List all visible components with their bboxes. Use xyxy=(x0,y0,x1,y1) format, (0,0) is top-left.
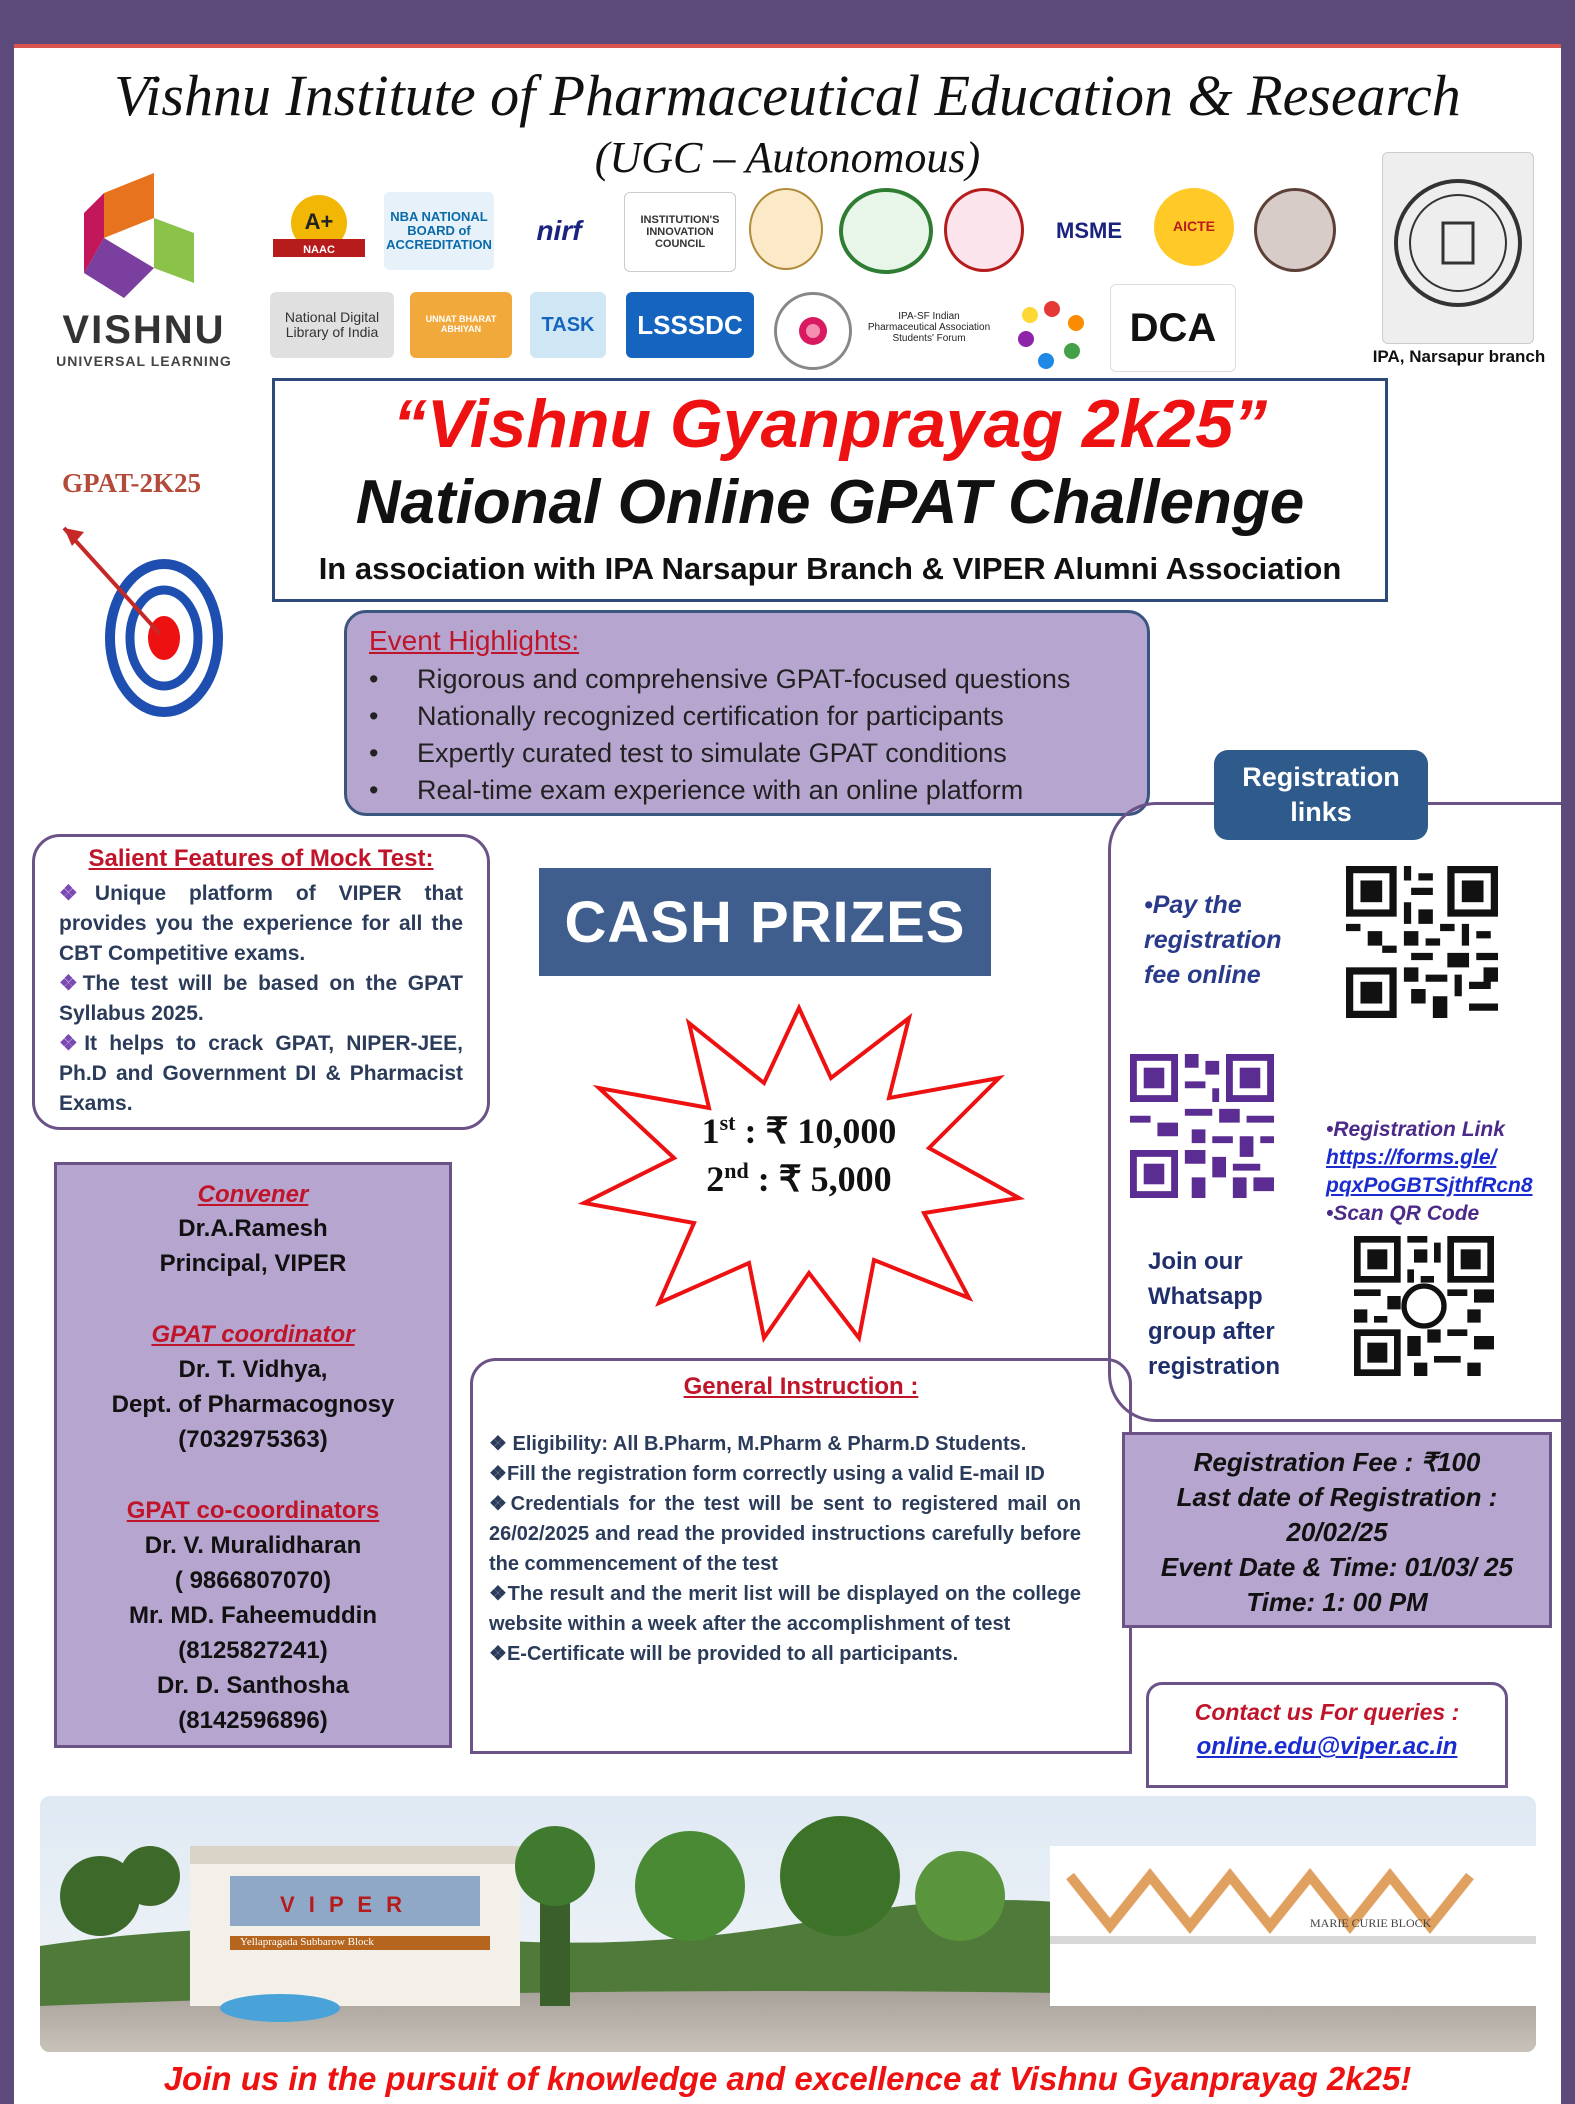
cocoordinator-name: Mr. MD. Faheemuddin xyxy=(128,1602,377,1629)
uba-badge: UNNAT BHARAT ABHIYAN xyxy=(410,292,512,358)
viper-sign: V I P E R xyxy=(280,1892,407,1917)
list-item: ❖It helps to crack GPAT, NIPER-JEE, Ph.D and Government DI & Pharmacist Exams. xyxy=(59,1032,464,1115)
nba-badge: NBA NATIONAL BOARD of ACCREDITATION xyxy=(384,192,494,270)
target-icon xyxy=(54,518,234,728)
registration-link-block xyxy=(1326,1116,1533,1228)
svg-text:A+: A+ xyxy=(304,209,334,234)
cocoordinator-name: Dr. D. Santhosha xyxy=(156,1672,350,1699)
registration-link-label: •Registration Link xyxy=(1326,1118,1505,1141)
list-item: ❖Credentials for the test will be sent to registered mail on 26/02/2025 and read the provided instructions carefully before the commencement of the test xyxy=(489,1493,1081,1575)
fee-amount: Registration Fee : ₹100 xyxy=(1193,1447,1481,1477)
last-date-label: Last date of Registration : xyxy=(1176,1482,1498,1512)
convener-role: Principal, VIPER xyxy=(159,1250,347,1277)
ipa-label: IPA, Narsapur branch xyxy=(1372,347,1546,366)
naac-badge xyxy=(264,188,374,266)
cash-prizes-banner: CASH PRIZES xyxy=(539,868,991,976)
list-item: • Real-time exam experience with an online platform xyxy=(369,772,1070,809)
salient-features xyxy=(32,834,490,1130)
block-sign-right: MARIE CURIE BLOCK xyxy=(1310,1916,1432,1930)
registration-qr-code[interactable] xyxy=(1130,1054,1274,1198)
campus-photo xyxy=(40,1796,1536,2052)
dca-badge: DCA xyxy=(1110,284,1236,372)
list-item: ❖Fill the registration form correctly using a valid E-mail ID xyxy=(489,1463,1045,1485)
scan-qr-text: •Scan QR Code xyxy=(1326,1202,1480,1225)
list-item: • Expertly curated test to simulate GPAT conditions xyxy=(369,735,1070,772)
contact-email-link[interactable]: online.edu@viper.ac.in xyxy=(1196,1733,1458,1760)
whatsapp-qr-code[interactable] xyxy=(1354,1236,1494,1376)
lsssdc-badge: LSSSDC xyxy=(626,292,754,358)
seal-badge-3 xyxy=(1254,188,1336,272)
event-name: “Vishnu Gyanprayag 2k25” xyxy=(392,386,1268,462)
ipa-sf-badge: IPA-SF Indian Pharmaceutical Association Students' Forum xyxy=(864,292,994,362)
event-time: Time: 1: 00 PM xyxy=(1246,1587,1428,1617)
event-association: In association with IPA Narsapur Branch & VIPER Alumni Association xyxy=(318,551,1342,586)
vishnu-wordmark: VISHNU xyxy=(62,308,226,352)
aicte-badge: AICTE xyxy=(1154,188,1234,266)
registration-url-line1[interactable]: https://forms.gle/ xyxy=(1326,1146,1497,1169)
general-title: General Instruction : xyxy=(683,1373,919,1400)
cocoordinator-phone: (8125827241) xyxy=(178,1637,328,1664)
event-title: National Online GPAT Challenge xyxy=(355,468,1305,537)
second-prize: 2nd : ₹ 5,000 xyxy=(706,1158,892,1199)
task-badge: TASK xyxy=(530,292,606,358)
nss-badge xyxy=(944,188,1024,272)
coordinator-name: Dr. T. Vidhya, xyxy=(178,1356,328,1383)
svg-text:NAAC: NAAC xyxy=(303,244,335,256)
salient-title: Salient Features of Mock Test: xyxy=(88,845,434,872)
list-item: ❖ Eligibility: All B.Pharm, M.Pharm & Pharm.D Students. xyxy=(489,1433,1027,1455)
gpat-tag: GPAT-2K25 xyxy=(62,468,202,498)
cocoordinator-phone: (8142596896) xyxy=(178,1707,328,1734)
highlights-title: Event Highlights: xyxy=(369,625,580,656)
msme-badge: MSME xyxy=(1044,192,1134,270)
rose-seal-badge xyxy=(774,292,852,370)
list-item: ❖Unique platform of VIPER that provides you the experience for all the CBT Competitive exams. xyxy=(59,882,464,965)
coordinator-phone: (7032975363) xyxy=(178,1426,328,1453)
general-instructions xyxy=(470,1358,1132,1754)
contact-box xyxy=(1146,1682,1508,1788)
institute-status: (UGC – Autonomous) xyxy=(594,133,981,182)
registration-fee-box xyxy=(1122,1432,1552,1628)
whatsapp-text: Join our Whatsapp group after registration xyxy=(1148,1248,1281,1380)
list-item: • Rigorous and comprehensive GPAT-focused questions xyxy=(369,661,1070,698)
ndli-badge: National Digital Library of India xyxy=(270,292,394,358)
footer-tagline: Join us in the pursuit of knowledge and excellence at Vishnu Gyanprayag 2k25! xyxy=(163,2060,1412,2097)
block-sign-left: Yellapragada Subbarow Block xyxy=(240,1936,374,1948)
community-badge xyxy=(1009,292,1095,378)
ipa-emblem xyxy=(1382,152,1534,344)
vishnu-logo xyxy=(44,173,244,383)
seal-badge-1 xyxy=(749,188,823,270)
cocoordinators-label: GPAT co-coordinators xyxy=(126,1497,380,1524)
pay-qr-code[interactable] xyxy=(1346,866,1498,1018)
iic-badge: INSTITUTION'S INNOVATION COUNCIL xyxy=(624,192,736,272)
event-date: Event Date & Time: 01/03/ 25 xyxy=(1160,1552,1514,1582)
list-item: ❖The result and the merit list will be displayed on the college website within a week after the accomplishment of test xyxy=(489,1583,1081,1635)
contact-label: Contact us For queries : xyxy=(1194,1699,1460,1725)
salient-list xyxy=(59,879,463,1119)
list-item: ❖E-Certificate will be provided to all participants. xyxy=(489,1643,959,1665)
highlights-list xyxy=(369,661,1070,809)
general-list xyxy=(489,1429,1081,1669)
vishnu-emblem-icon xyxy=(44,173,244,303)
organizers-panel xyxy=(54,1162,452,1748)
cocoordinator-name: Dr. V. Muralidharan xyxy=(144,1532,362,1559)
coordinator-label: GPAT coordinator xyxy=(151,1321,355,1348)
list-item: • Nationally recognized certification for participants xyxy=(369,698,1070,735)
institute-title: Vishnu Institute of Pharmaceutical Education & Research xyxy=(114,63,1461,128)
last-date-value: 20/02/25 xyxy=(1286,1517,1388,1547)
poster xyxy=(14,44,1561,2104)
convener-label: Convener xyxy=(197,1181,309,1208)
registration-links-tab: Registration links xyxy=(1214,750,1428,840)
headline-box xyxy=(272,378,1388,602)
event-highlights xyxy=(344,610,1150,816)
first-prize: 1st : ₹ 10,000 xyxy=(701,1110,897,1151)
nirf-badge: nirf xyxy=(504,192,614,270)
list-item: ❖The test will be based on the GPAT Syllabus 2025. xyxy=(59,972,463,1025)
vishnu-tagline: UNIVERSAL LEARNING xyxy=(56,353,232,369)
registration-url-line2[interactable]: pqxPoGBTSjthfRcn8 xyxy=(1326,1174,1533,1197)
convener-name: Dr.A.Ramesh xyxy=(178,1215,328,1242)
pay-online-text: •Pay the registration fee online xyxy=(1144,891,1282,989)
coordinator-dept: Dept. of Pharmacognosy xyxy=(111,1391,395,1418)
cocoordinator-phone: ( 9866807070) xyxy=(174,1567,332,1594)
seal-badge-2 xyxy=(839,188,933,274)
